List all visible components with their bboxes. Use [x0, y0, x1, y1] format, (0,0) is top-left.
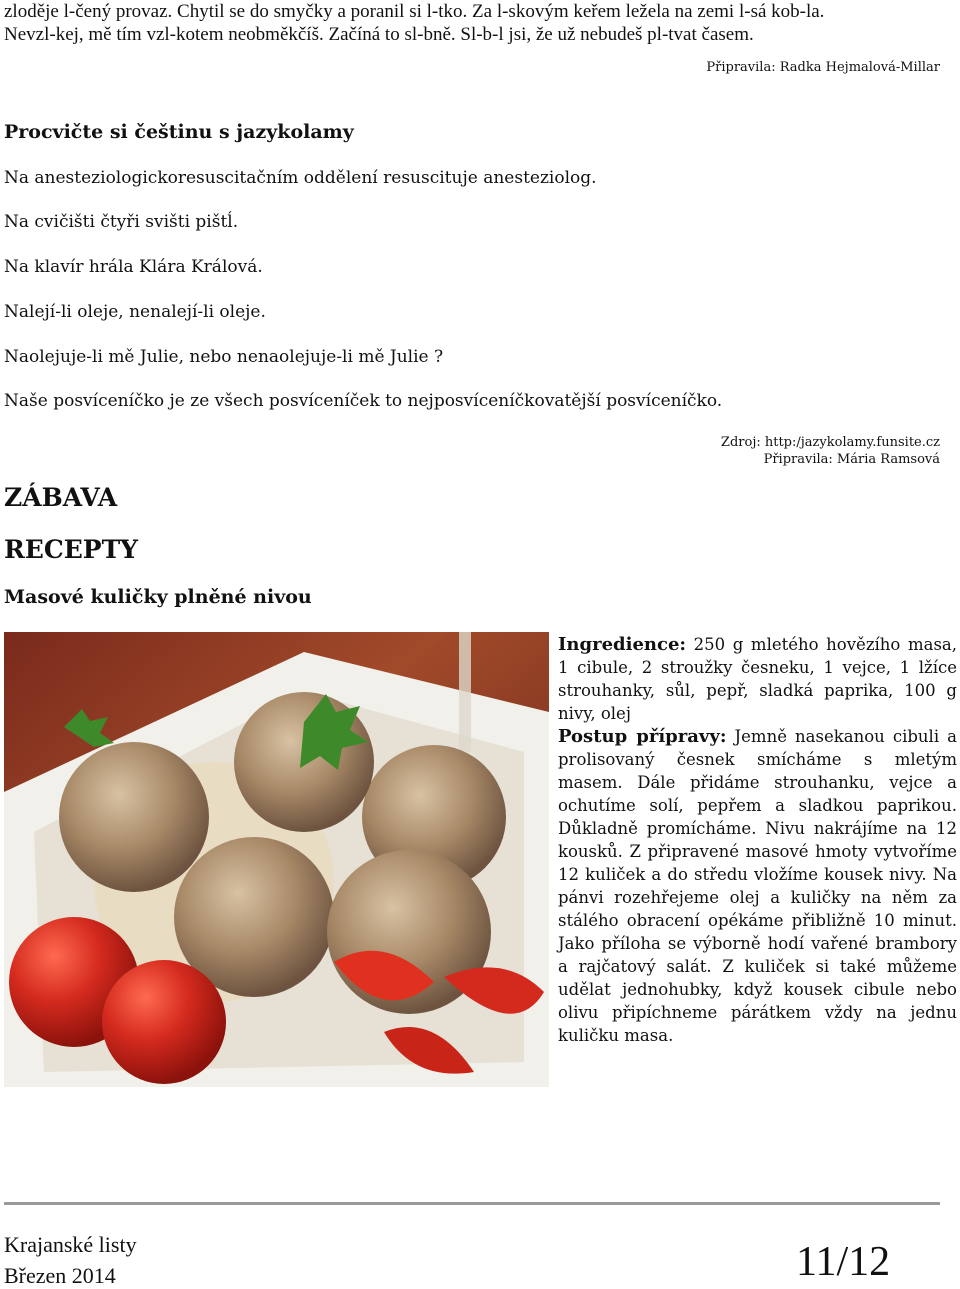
twisters-credit: Připravila: Mária Ramsová	[763, 452, 940, 467]
story-line-1: zloděje l-čený provaz. Chytil se do smyčky a poranil si l-tko. Za l-skovým keřem ležela na zemi l-sá kob-la.	[4, 1, 825, 22]
recipe-text	[558, 633, 957, 1047]
twister-item: Naolejuje-li mě Julie, nebo nenaolejuje-li mě Julie ?	[4, 347, 444, 367]
section-title: ZÁBAVA	[4, 483, 118, 512]
story-continuation	[4, 0, 954, 46]
page-number: 11/12	[796, 1239, 891, 1285]
footer-date: Březen 2014	[4, 1263, 116, 1288]
method-label: Postup přípravy:	[558, 726, 727, 747]
twisters-heading: Procvičte si češtinu s jazykolamy	[4, 121, 354, 143]
twister-item: Na cvičišti čtyři svišti pištĺ.	[4, 212, 239, 232]
section-subtitle: RECEPTY	[4, 535, 139, 564]
footer-divider	[4, 1202, 940, 1205]
twister-item: Na anesteziologickoresuscitačním oddělení resuscituje anesteziolog.	[4, 168, 597, 188]
twister-item: Nalejí-li oleje, nenalejí-li oleje.	[4, 302, 266, 322]
meatballs-photo	[4, 632, 549, 1087]
footer-publication: Krajanské listy	[4, 1232, 137, 1257]
ingredients-label: Ingredience:	[558, 634, 687, 655]
story-line-2: Nevzl-kej, mě tím vzl-kotem neobměkčíš. Začíná to sl-bně. Sl-b-l jsi, že už nebudeš pl-tvat časem.	[4, 24, 754, 45]
twister-item: Naše posvíceníčko je ze všech posvíceníček to nejposvíceníčkovatější posvíceníčko.	[4, 391, 723, 411]
twister-item: Na klavír hrála Klára Králová.	[4, 257, 263, 277]
twisters-source: Zdroj: http:/jazykolamy.funsite.cz	[720, 435, 940, 450]
recipe-title: Masové kuličky plněné nivou	[4, 586, 312, 608]
method-text: Jemně nasekanou cibuli a prolisovaný česnek smícháme s mletým masem. Dále přidáme strouhanku, vejce a ochutíme solí, pepřem a sladkou paprikou. Důkladně promícháme. Nivu nakrájíme na 12 kousků. Z připravené masové hmoty vytvoříme 12 kuliček a do středu vložíme kousek nivy. Na pánvi rozehřejeme olej a kuličky na něm za stálého obracení opékáme přibližně 10 minut. Jako příloha se výborně hodí vařené brambory a rajčatový salát. Z kuliček si také můžeme udělat jednohubky, když kousek cibule nebo olivu připíchneme párátkem vždy na jednu kuličku masa.	[558, 727, 957, 1045]
ingredients-text: 250 g mletého hovězího masa, 1 cibule, 2 stroužky česneku, 1 vejce, 1 lžíce strouhanky, sůl, pepř, sladká paprika, 100 g nivy, olej	[558, 635, 957, 723]
story-credit: Připravila: Radka Hejmalová-Millar	[706, 60, 940, 75]
